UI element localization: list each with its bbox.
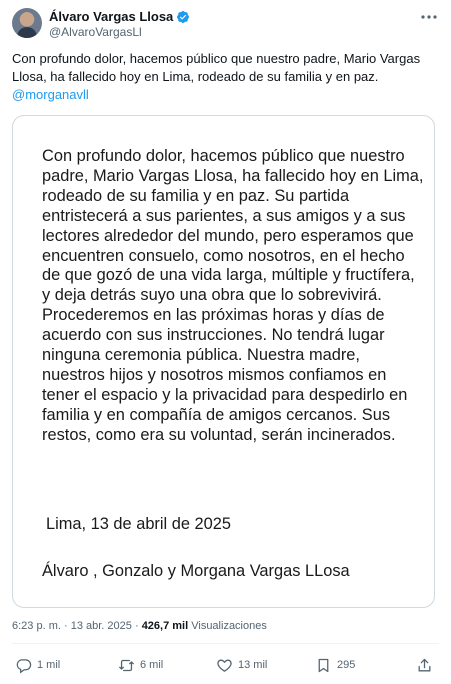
reply-button[interactable] xyxy=(15,654,60,676)
verified-badge-icon xyxy=(176,10,190,24)
tweet-meta xyxy=(12,620,267,632)
author-name-row xyxy=(49,9,190,24)
tweet-header xyxy=(12,8,440,40)
bookmark-button[interactable] xyxy=(315,654,355,676)
repost-count: 6 mil xyxy=(140,659,164,671)
statement-date: Lima, 13 de abril de 2025 xyxy=(46,515,231,533)
bookmark-icon xyxy=(315,657,332,674)
share-icon xyxy=(416,657,433,674)
action-bar xyxy=(12,654,436,676)
mention-link[interactable]: @morganavll xyxy=(12,87,89,102)
meta-separator: · xyxy=(63,620,68,632)
statement-body: Con profundo dolor, hacemos público que nuestro padre, Mario Vargas Llosa, ha fallecido hoy en Lima, rodeado de su familia y en paz. Su partida entristecerá a sus parientes, a sus amigos y a sus lectores alrededor del mundo, pero esperamos que encuentren consuelo, como nosotros, en el hecho de que gozó de una vida larga, múltiple y fructífera, y deja detrás suyo una obra que lo sobrevivirá. Procederemos en las próximas horas y días de acuerdo con sus instrucciones. No tendrá lugar ninguna ceremonia pública. Nuestra madre, nuestros hijos y nosotros mismos confiamos en tener el espacio y la privacidad para despedirlo en familia y en compañía de amigos cercanos. Sus restos, como era su voluntad, serán incinerados. xyxy=(42,147,424,444)
tweet-date[interactable]: 13 abr. 2025 xyxy=(70,620,132,632)
reply-count: 1 mil xyxy=(37,659,61,671)
more-options-icon[interactable] xyxy=(420,10,438,24)
views-count: 426,7 mil xyxy=(141,620,189,632)
like-count: 13 mil xyxy=(238,659,268,671)
tweet-text: Con profundo dolor, hacemos público que nuestro padre, Mario Vargas Llosa, ha fallecido hoy en Lima, rodeado de su familia y en paz. xyxy=(12,51,421,84)
statement-signature: Álvaro , Gonzalo y Morgana Vargas LLosa xyxy=(42,562,350,580)
reply-icon xyxy=(15,657,32,674)
tweet-time[interactable]: 6:23 p. m. xyxy=(12,620,61,632)
author-display-name[interactable]: Álvaro Vargas Llosa xyxy=(49,9,174,24)
like-button[interactable] xyxy=(216,654,267,676)
bookmark-count: 295 xyxy=(337,659,356,671)
views-label: Visualizaciones xyxy=(191,620,267,632)
repost-icon xyxy=(118,657,135,674)
author-handle[interactable]: @AlvaroVargasLl xyxy=(49,25,142,39)
share-button[interactable] xyxy=(416,654,433,676)
statement-image[interactable] xyxy=(12,115,435,608)
author-avatar[interactable] xyxy=(12,8,42,38)
divider xyxy=(12,643,439,644)
heart-icon xyxy=(216,657,233,674)
meta-separator-2: · xyxy=(134,620,139,632)
repost-button[interactable] xyxy=(118,654,163,676)
